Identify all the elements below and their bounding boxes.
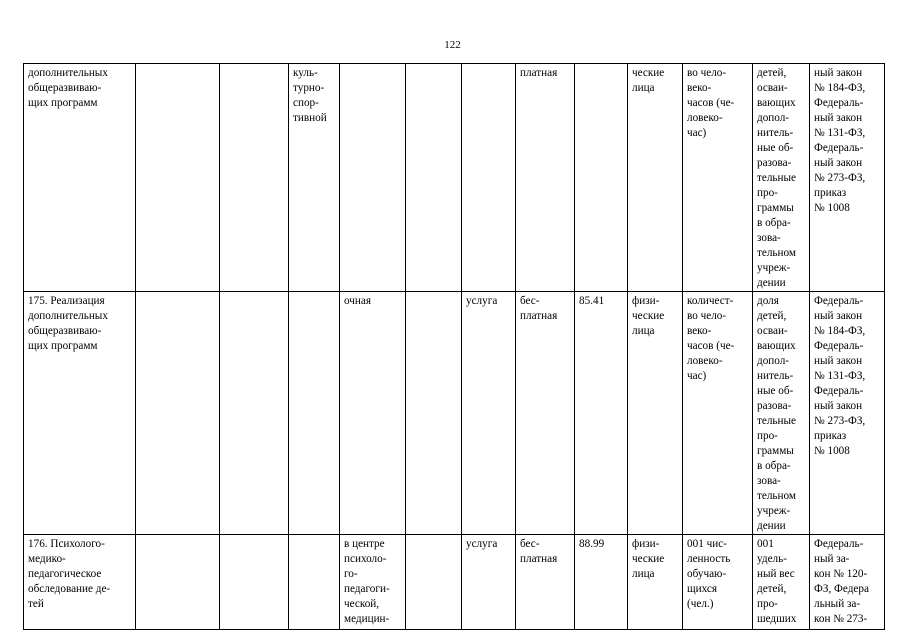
table-cell [289, 535, 340, 630]
table-cell [220, 64, 289, 292]
type-cell: услуга [462, 535, 516, 630]
payment-cell: бес- платная [516, 535, 575, 630]
table-cell: куль- турно- спор- тивной [289, 64, 340, 292]
table-cell [406, 64, 462, 292]
table-cell [406, 535, 462, 630]
code-cell [575, 64, 628, 292]
type-cell [462, 64, 516, 292]
legal-basis-cell: ный закон № 184-ФЗ, Федераль- ный закон № 131-ФЗ, Федераль- ный закон № 273-ФЗ, приказ № 1008 [810, 64, 885, 292]
code-cell: 88.99 [575, 535, 628, 630]
quality-indicator-cell: детей, осваи- вающих допол- нитель- ные об- разова- тельные про- граммы в обра- зова- тельном учреж- дении [753, 64, 810, 292]
legal-basis-cell: Федераль- ный закон № 184-ФЗ, Федераль- ный закон № 131-ФЗ, Федераль- ный закон № 273-ФЗ, приказ № 1008 [810, 292, 885, 535]
table-row [24, 292, 885, 535]
table-cell [289, 292, 340, 535]
volume-indicator-cell: во чело- веко- часов (че- ловеко- час) [683, 64, 753, 292]
consumer-cell: ческие лица [628, 64, 683, 292]
service-name-cell: дополнительных общеразвиваю- щих программ [24, 64, 136, 292]
service-name-cell: 176. Психолого- медико- педагогическое обследование де- тей [24, 535, 136, 630]
form-cell: в центре психоло- го- педагоги- ческой, медицин- [340, 535, 406, 630]
code-cell: 85.41 [575, 292, 628, 535]
payment-cell: платная [516, 64, 575, 292]
consumer-cell: физи- ческие лица [628, 535, 683, 630]
table-cell [220, 292, 289, 535]
consumer-cell: физи- ческие лица [628, 292, 683, 535]
quality-indicator-cell: доля детей, осваи- вающих допол- нитель- ные об- разова- тельные про- граммы в обра- зова- тельном учреж- дении [753, 292, 810, 535]
table-cell [220, 535, 289, 630]
table-cell [136, 535, 220, 630]
table-cell [136, 292, 220, 535]
table-row [24, 535, 885, 630]
payment-cell: бес- платная [516, 292, 575, 535]
quality-indicator-cell: 001 удель- ный вес детей, про- шедших [753, 535, 810, 630]
service-name-cell: 175. Реализация дополнительных общеразвиваю- щих программ [24, 292, 136, 535]
table-cell [136, 64, 220, 292]
volume-indicator-cell: 001 чис- ленность обучаю- щихся (чел.) [683, 535, 753, 630]
table-row [24, 64, 885, 292]
type-cell: услуга [462, 292, 516, 535]
form-cell: очная [340, 292, 406, 535]
table-cell [406, 292, 462, 535]
services-registry-table [23, 63, 885, 630]
page-number: 122 [444, 39, 461, 51]
legal-basis-cell: Федераль- ный за- кон № 120- ФЗ, Федера льный за- кон № 273- [810, 535, 885, 630]
volume-indicator-cell: количест- во чело- веко- часов (че- ловеко- час) [683, 292, 753, 535]
form-cell [340, 64, 406, 292]
